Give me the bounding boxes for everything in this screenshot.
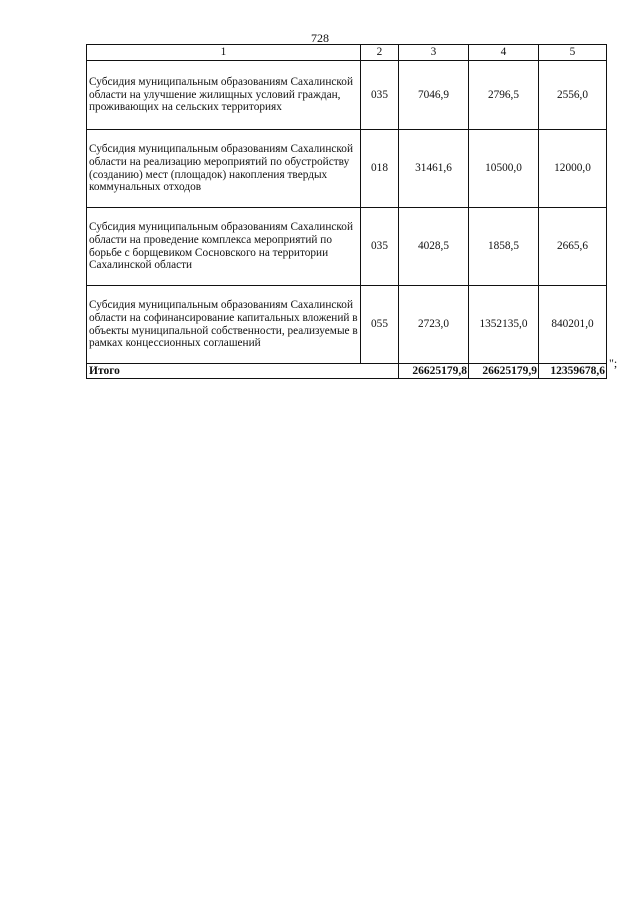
total-col4: 26625179,9	[469, 364, 539, 379]
column-header-2: 2	[361, 45, 399, 61]
column-header-5: 5	[539, 45, 607, 61]
total-col5: 12359678,6	[539, 364, 607, 379]
budget-table	[86, 44, 607, 379]
row-code: 055	[361, 286, 399, 364]
row-col5: 2556,0	[539, 61, 607, 130]
row-col5: 840201,0	[539, 286, 607, 364]
row-col3: 7046,9	[399, 61, 469, 130]
row-col5: 12000,0	[539, 130, 607, 208]
table-row	[87, 286, 607, 364]
row-col4: 1352135,0	[469, 286, 539, 364]
table-row	[87, 61, 607, 130]
row-name: Субсидия муниципальным образованиям Сахалинской области на проведение комплекса мероприятий по борьбе с борщевиком Сосновского на территории Сахалинской области	[87, 208, 361, 286]
page-number: 728	[311, 31, 329, 45]
column-header-4: 4	[469, 45, 539, 61]
row-col4: 2796,5	[469, 61, 539, 130]
total-label: Итого	[87, 364, 399, 379]
row-name: Субсидия муниципальным образованиям Сахалинской области на реализацию мероприятий по обустройству (созданию) мест (площадок) накопления твердых коммунальных отходов	[87, 130, 361, 208]
table-row	[87, 130, 607, 208]
row-name: Субсидия муниципальным образованиям Сахалинской области на софинансирование капитальных вложений в объекты муниципальной собственности, реализуемые в рамках концессионных соглашений	[87, 286, 361, 364]
row-code: 035	[361, 208, 399, 286]
table-row	[87, 208, 607, 286]
row-col3: 4028,5	[399, 208, 469, 286]
row-name: Субсидия муниципальным образованиям Сахалинской области на улучшение жилищных условий граждан, проживающих на сельских территориях	[87, 61, 361, 130]
total-col3: 26625179,8	[399, 364, 469, 379]
column-header-1: 1	[87, 45, 361, 61]
closing-quote-mark: ";	[609, 356, 618, 370]
total-row	[87, 364, 607, 379]
row-col5: 2665,6	[539, 208, 607, 286]
table-header-row	[87, 45, 607, 61]
column-header-3: 3	[399, 45, 469, 61]
row-col3: 31461,6	[399, 130, 469, 208]
row-col4: 1858,5	[469, 208, 539, 286]
row-col3: 2723,0	[399, 286, 469, 364]
row-code: 035	[361, 61, 399, 130]
row-col4: 10500,0	[469, 130, 539, 208]
row-code: 018	[361, 130, 399, 208]
